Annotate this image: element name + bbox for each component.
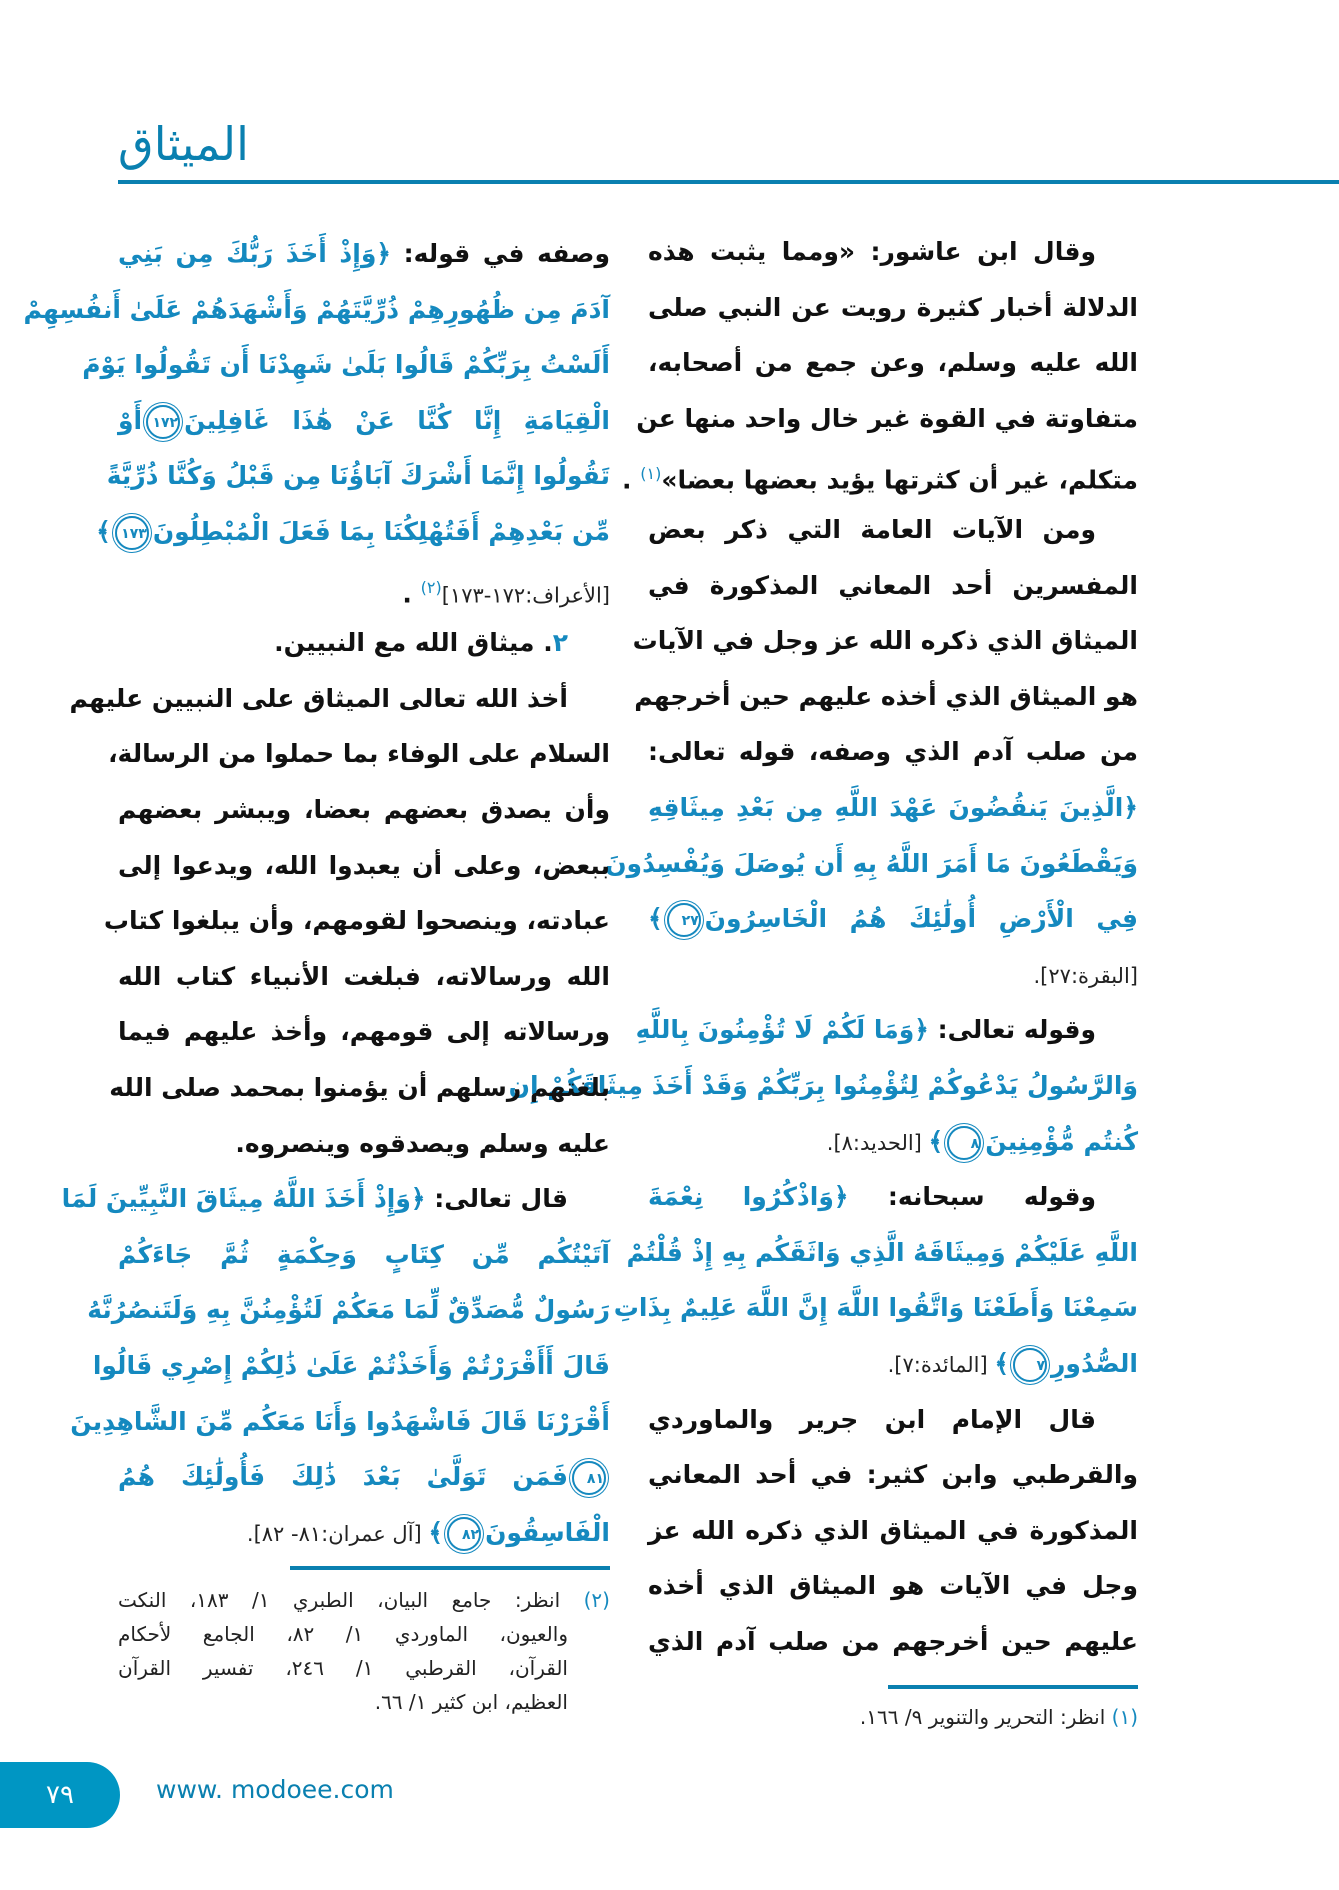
body-text: قال تعالى: <box>425 1184 568 1214</box>
footnote-rule-right <box>888 1685 1138 1689</box>
text-line <box>648 1447 1138 1503</box>
text-line <box>70 1394 610 1450</box>
text-line <box>605 836 1138 892</box>
text-line <box>118 226 610 282</box>
footnote-text: انظر: التحرير والتنوير ٩/ ١٦٦. <box>859 1705 1112 1729</box>
text-line <box>118 1004 610 1060</box>
text-line <box>635 1002 1138 1058</box>
verse-reference: [البقرة:٢٧]. <box>1033 963 1138 988</box>
ayah-number-icon: ٨٢ <box>447 1517 481 1551</box>
footnote-marker[interactable]: (٢) <box>420 577 442 597</box>
ayah-number-icon: ١٧٢ <box>146 405 180 439</box>
footnote-line <box>118 1617 610 1651</box>
text-line <box>118 560 610 616</box>
text-line <box>103 893 610 949</box>
footnote-line <box>118 1583 610 1617</box>
website-url[interactable]: www. modoee.com <box>156 1775 394 1804</box>
text-line <box>118 782 610 838</box>
ayah-number-icon: ٨١ <box>572 1461 606 1495</box>
quran-verse: آدَمَ مِن ظُهُورِهِمْ ذُرِّيَّتَهُمْ وَأَشْهَدَهُمْ عَلَىٰ أَنفُسِهِمْ <box>23 294 610 324</box>
body-text: والقرطبي وابن كثير: في أحد المعاني <box>648 1460 1138 1490</box>
body-text: عبادته، وينصحوا لقومهم، وأن يبلغوا كتاب <box>103 906 610 936</box>
body-text: وأن يصدق بعضهم بعضا، ويبشر بعضهم <box>118 795 610 824</box>
quran-verse: ﴿الَّذِينَ يَنقُضُونَ عَهْدَ اللَّهِ مِن بَعْدِ مِيثَاقِهِ <box>648 793 1138 822</box>
text-line <box>118 393 610 449</box>
body-text: وصفه في قوله: <box>391 239 610 268</box>
quran-verse: سَمِعْنَا وَأَطَعْنَا وَاتَّقُوا اللَّهَ إِنَّ اللَّهَ عَلِيمٌ بِذَاتِ <box>613 1293 1138 1323</box>
text-line <box>106 448 610 504</box>
quran-verse: الْقِيَامَةِ إِنَّا كُنَّا عَنْ هَٰذَا غَافِلِينَ <box>184 405 610 435</box>
text-line <box>648 1114 1138 1170</box>
body-text: بلغتهم رسلهم أن يؤمنوا بمحمد صلى الله <box>109 1073 610 1102</box>
quran-verse: أَوْ <box>118 405 143 435</box>
text-line <box>648 280 1138 336</box>
body-text: متفاوتة في القوة غير خال واحد منها عن <box>636 403 1138 433</box>
running-header-title: الميثاق <box>118 117 249 171</box>
verse-reference: [الحديد:٨]. <box>826 1130 929 1155</box>
quran-verse: ﴾ <box>428 1517 444 1547</box>
text-line <box>118 1505 610 1561</box>
footnote-line <box>118 1685 610 1719</box>
text-line <box>648 1336 1138 1392</box>
text-line <box>613 1280 1138 1336</box>
text-line <box>622 446 1138 502</box>
text-line <box>626 1225 1138 1281</box>
quran-verse: ﴾ <box>994 1349 1010 1378</box>
quran-verse: قَالَ أَأَقْرَرْتُمْ وَأَخَذْتُمْ عَلَىٰ ذَٰلِكُمْ إِصْرِي قَالُوا <box>92 1351 610 1380</box>
text-line <box>82 337 610 393</box>
quran-verse: وَيَقْطَعُونَ مَا أَمَرَ اللَّهُ بِهِ أَن يُوصَلَ وَيُفْسِدُونَ <box>605 848 1138 878</box>
text-line <box>648 1169 1138 1225</box>
body-text: الله عليه وسلم، وعن جمع من أصحابه، <box>648 348 1138 378</box>
text-line <box>61 1171 610 1227</box>
ayah-number-icon: ٢٧ <box>667 903 701 937</box>
body-text: الدلالة أخبار كثيرة رويت عن النبي صلى <box>648 292 1138 322</box>
text-line <box>648 1558 1138 1614</box>
body-text: . <box>402 578 421 608</box>
text-line <box>648 224 1138 280</box>
quran-verse: فِي الْأَرْضِ أُولَٰئِكَ هُمُ الْخَاسِرُونَ <box>704 904 1138 934</box>
body-text: ببعض، وعلى أن يعبدوا الله، ويدعوا إلى <box>118 850 610 880</box>
ayah-number-icon: ٧ <box>1013 1348 1047 1382</box>
quran-verse: فَمَن تَوَلَّىٰ بَعْدَ ذَٰلِكَ فَأُولَٰئِكَ هُمُ <box>118 1462 568 1492</box>
quran-verse: ﴾ <box>928 1126 944 1156</box>
text-line <box>648 1503 1138 1559</box>
body-text: ورسالاته إلى قومهم، وأخذ عليهم فيما <box>118 1017 610 1047</box>
text-line <box>118 1116 610 1172</box>
body-text: المفسرين أحد المعاني المذكورة في <box>648 570 1138 600</box>
quran-verse: تَقُولُوا إِنَّمَا أَشْرَكَ آبَاؤُنَا مِن قَبْلُ وَكُنَّا ذُرِّيَّةً <box>106 461 610 491</box>
verse-reference: [المائدة:٧]. <box>887 1353 995 1377</box>
quran-verse: أَقْرَرْنَا قَالَ فَاشْهَدُوا وَأَنَا مَعَكُم مِّنَ الشَّاهِدِينَ <box>70 1406 610 1436</box>
text-line <box>636 391 1138 447</box>
footnote-text: والعيون، الماوردي ١/ ٨٢، الجامع لأحكام <box>118 1622 568 1646</box>
body-text: . <box>622 465 641 495</box>
text-line <box>118 1227 610 1283</box>
footnote-number: (١) <box>1111 1705 1138 1729</box>
body-text: وقوله سبحانه: <box>848 1182 1096 1212</box>
body-text: ومن الآيات العامة التي ذكر بعض <box>648 515 1096 544</box>
quran-verse: مِّن بَعْدِهِمْ أَفَتُهْلِكُنَا بِمَا فَعَلَ الْمُبْطِلُونَ <box>152 517 610 546</box>
text-line <box>118 838 610 894</box>
text-line <box>648 335 1138 391</box>
text-line <box>648 558 1138 614</box>
quran-verse: ﴾ <box>648 904 663 934</box>
ayah-number-icon: ٨ <box>947 1126 981 1160</box>
body-text: عليه وسلم ويصدقوه وينصروه. <box>235 1128 610 1158</box>
text-line <box>648 780 1138 836</box>
quran-verse: ﴿وَاذْكُرُوا نِعْمَةَ <box>648 1182 849 1212</box>
text-line <box>87 1282 610 1338</box>
text-line <box>118 1449 610 1505</box>
body-text: عليهم حين أخرجهم من صلب آدم الذي <box>648 1627 1138 1656</box>
quran-verse: الصُّدُورِ <box>1051 1349 1138 1378</box>
quran-verse: رَسُولٌ مُّصَدِّقٌ لِّمَا مَعَكُمْ لَتُؤْمِنُنَّ بِهِ وَلَتَنصُرُنَّهُ <box>87 1295 610 1325</box>
footnote-marker[interactable]: (١) <box>640 464 662 484</box>
text-line <box>648 724 1138 780</box>
text-line <box>118 615 610 671</box>
body-text: هو الميثاق الذي أخذه عليهم حين أخرجهم <box>634 681 1138 711</box>
body-text: السلام على الوفاء بما حملوا من الرسالة، <box>108 739 610 769</box>
body-text: المذكورة في الميثاق الذي ذكره الله عز <box>648 1515 1138 1545</box>
ayah-number-icon: ١٧٣ <box>115 516 149 550</box>
quran-verse: ﴿وَإِذْ أَخَذَ اللَّهُ مِيثَاقَ النَّبِيِّينَ لَمَا <box>61 1184 426 1214</box>
footnote-line <box>760 1700 1138 1734</box>
footnote-text: القرآن، القرطبي ١/ ٢٤٦، تفسير القرآن <box>118 1656 568 1680</box>
heading-number: ٢ <box>552 628 568 658</box>
text-line <box>109 1060 610 1116</box>
body-text: من صلب آدم الذي وصفه، قوله تعالى: <box>648 737 1138 767</box>
quran-verse: الْفَاسِقُونَ <box>485 1517 610 1547</box>
text-line <box>648 502 1138 558</box>
body-text: وقوله تعالى: <box>928 1015 1096 1045</box>
text-line <box>648 1614 1138 1670</box>
body-text: وجل في الآيات هو الميثاق الذي أخذه <box>648 1571 1138 1601</box>
text-line <box>648 947 1138 1003</box>
text-line <box>508 1058 1138 1114</box>
text-line <box>96 504 610 560</box>
footnote-text: انظر: جامع البيان، الطبري ١/ ١٨٣، النكت <box>118 1588 584 1612</box>
footnote-rule-left <box>290 1566 610 1570</box>
body-text: الله ورسالاته، فبلغت الأنبياء كتاب الله <box>118 961 610 991</box>
quran-verse: ﴿وَإِذْ أَخَذَ رَبُّكَ مِن بَنِي <box>118 239 392 268</box>
text-line <box>108 726 610 782</box>
footnote-line <box>118 1651 610 1685</box>
quran-verse: كُنتُم مُّؤْمِنِينَ <box>985 1126 1138 1156</box>
footnote-text: العظيم، ابن كثير ١/ ٦٦. <box>374 1690 568 1714</box>
body-text: قال الإمام ابن جرير والماوردي <box>648 1404 1096 1434</box>
text-line <box>648 1392 1138 1448</box>
quran-verse: آتَيْتُكُم مِّن كِتَابٍ وَحِكْمَةٍ ثُمَّ جَاءَكُمْ <box>118 1239 610 1269</box>
body-text: . ميثاق الله مع النبيين. <box>274 628 553 658</box>
text-line <box>23 282 610 338</box>
text-line <box>648 891 1138 947</box>
quran-verse: وَالرَّسُولُ يَدْعُوكُمْ لِتُؤْمِنُوا بِرَبِّكُمْ وَقَدْ أَخَذَ مِيثَاقَكُمْ إِن <box>508 1071 1138 1100</box>
header-rule <box>118 180 1339 184</box>
text-line <box>634 669 1138 725</box>
quran-verse: ﴾ <box>96 517 111 546</box>
text-line <box>118 949 610 1005</box>
body-text: وقال ابن عاشور: «ومما يثبت هذه <box>648 237 1096 266</box>
quran-verse: اللَّهِ عَلَيْكُمْ وَمِيثَاقَهُ الَّذِي وَاثَقَكُم بِهِ إِذْ قُلْتُمْ <box>626 1237 1138 1267</box>
text-line <box>92 1338 610 1394</box>
text-line <box>69 671 610 727</box>
text-line <box>632 613 1138 669</box>
verse-reference: [الأعراف:١٧٢-١٧٣] <box>441 582 610 607</box>
footnote-number: (٢) <box>583 1588 610 1612</box>
page-number: ٧٩ <box>0 1762 120 1828</box>
quran-verse: أَلَسْتُ بِرَبِّكُمْ قَالُوا بَلَىٰ شَهِدْنَا أَن تَقُولُوا يَوْمَ <box>82 350 610 380</box>
body-text: أخذ الله تعالى الميثاق على النبيين عليهم <box>69 683 568 713</box>
body-text: الميثاق الذي ذكره الله عز وجل في الآيات <box>632 626 1138 656</box>
body-text: متكلم، غير أن كثرتها يؤيد بعضها بعضا» <box>661 465 1138 495</box>
verse-reference: [آل عمران:٨١- ٨٢]. <box>246 1521 429 1546</box>
quran-verse: ﴿وَمَا لَكُمْ لَا تُؤْمِنُونَ بِاللَّهِ <box>635 1015 929 1045</box>
